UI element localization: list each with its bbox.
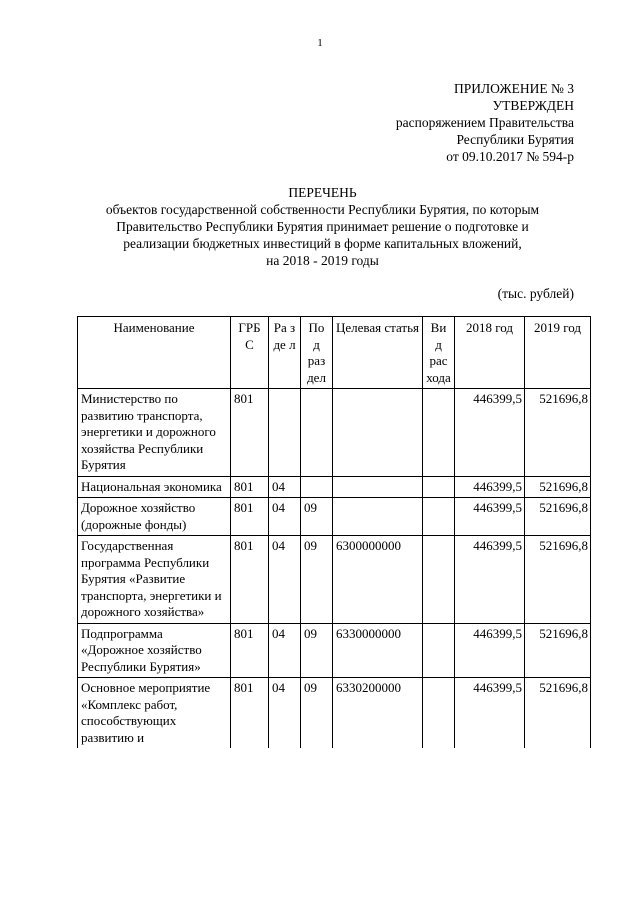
row-section: 04	[269, 678, 301, 749]
row-target-article: 6330200000	[333, 678, 423, 749]
table-row	[78, 623, 591, 678]
approval-date: от 09.10.2017 № 594-р	[446, 149, 574, 164]
row-2018: 446399,5	[455, 678, 525, 749]
row-grbs: 801	[231, 623, 269, 678]
row-section	[269, 389, 301, 477]
row-expense-type	[423, 678, 455, 749]
row-subsection	[301, 389, 333, 477]
approval-block	[396, 80, 574, 165]
header-name: Наименование	[78, 317, 231, 389]
row-name: Дорожное хозяйство (дорожные фонды)	[78, 498, 231, 536]
row-section: 04	[269, 476, 301, 498]
row-2019: 521696,8	[525, 476, 591, 498]
row-name: Национальная экономика	[78, 476, 231, 498]
row-2019: 521696,8	[525, 498, 591, 536]
row-grbs: 801	[231, 389, 269, 477]
table-row	[78, 678, 591, 749]
approved-label: УТВЕРЖДЕН	[492, 98, 574, 113]
document-title: ПЕРЕЧЕНЬ	[288, 185, 357, 200]
row-grbs: 801	[231, 476, 269, 498]
header-2018: 2018 год	[455, 317, 525, 389]
row-2019: 521696,8	[525, 536, 591, 624]
row-section: 04	[269, 623, 301, 678]
approved-by-region: Республики Бурятия	[456, 132, 574, 147]
row-target-article: 6300000000	[333, 536, 423, 624]
row-subsection: 09	[301, 536, 333, 624]
table-header-row	[78, 317, 591, 389]
table-row	[78, 389, 591, 477]
row-name: Министерство по развитию транспорта, энергетики и дорожного хозяйства Республики Бурятия	[78, 389, 231, 477]
row-grbs: 801	[231, 498, 269, 536]
row-target-article	[333, 476, 423, 498]
row-subsection	[301, 476, 333, 498]
row-target-article	[333, 389, 423, 477]
row-2018: 446399,5	[455, 536, 525, 624]
page-number: 1	[317, 37, 323, 49]
row-expense-type	[423, 623, 455, 678]
row-2018: 446399,5	[455, 476, 525, 498]
row-subsection: 09	[301, 623, 333, 678]
units-label: (тыс. рублей)	[497, 286, 574, 301]
appendix-label: ПРИЛОЖЕНИЕ № 3	[453, 81, 574, 96]
header-target-article: Целевая статья	[333, 317, 423, 389]
row-2018: 446399,5	[455, 623, 525, 678]
row-section: 04	[269, 536, 301, 624]
table-row	[78, 476, 591, 498]
row-expense-type	[423, 476, 455, 498]
row-name: Подпрограмма «Дорожное хозяйство Республики Бурятия»	[78, 623, 231, 678]
header-subsection: По д раз дел	[301, 317, 333, 389]
heading-line-1: объектов государственной собственности Республики Бурятия, по которым	[105, 202, 540, 217]
heading-line-3: реализации бюджетных инвестиций в форме капитальных вложений,	[123, 236, 522, 251]
row-expense-type	[423, 498, 455, 536]
investment-table	[77, 316, 591, 748]
heading-line-2: Правительство Республики Бурятия принимает решение о подготовке и	[116, 219, 529, 234]
row-grbs: 801	[231, 536, 269, 624]
row-2019: 521696,8	[525, 389, 591, 477]
header-section: Ра з де л	[269, 317, 301, 389]
row-subsection: 09	[301, 678, 333, 749]
row-name: Основное мероприятие «Комплекс работ, способствующих развитию и	[78, 678, 231, 749]
row-target-article: 6330000000	[333, 623, 423, 678]
row-2018: 446399,5	[455, 389, 525, 477]
header-grbs: ГРБ С	[231, 317, 269, 389]
row-2018: 446399,5	[455, 498, 525, 536]
row-target-article	[333, 498, 423, 536]
row-subsection: 09	[301, 498, 333, 536]
header-2019: 2019 год	[525, 317, 591, 389]
row-grbs: 801	[231, 678, 269, 749]
row-2019: 521696,8	[525, 678, 591, 749]
row-name: Государственная программа Республики Бурятия «Развитие транспорта, энергетики и дорожного хозяйства»	[78, 536, 231, 624]
header-expense-type: Ви д рас хода	[423, 317, 455, 389]
row-expense-type	[423, 389, 455, 477]
approved-by-line: распоряжением Правительства	[395, 115, 574, 130]
row-expense-type	[423, 536, 455, 624]
heading-line-4: на 2018 - 2019 годы	[266, 253, 379, 268]
table-row	[78, 498, 591, 536]
row-2019: 521696,8	[525, 623, 591, 678]
table-row	[78, 536, 591, 624]
row-section: 04	[269, 498, 301, 536]
document-heading	[60, 184, 585, 269]
